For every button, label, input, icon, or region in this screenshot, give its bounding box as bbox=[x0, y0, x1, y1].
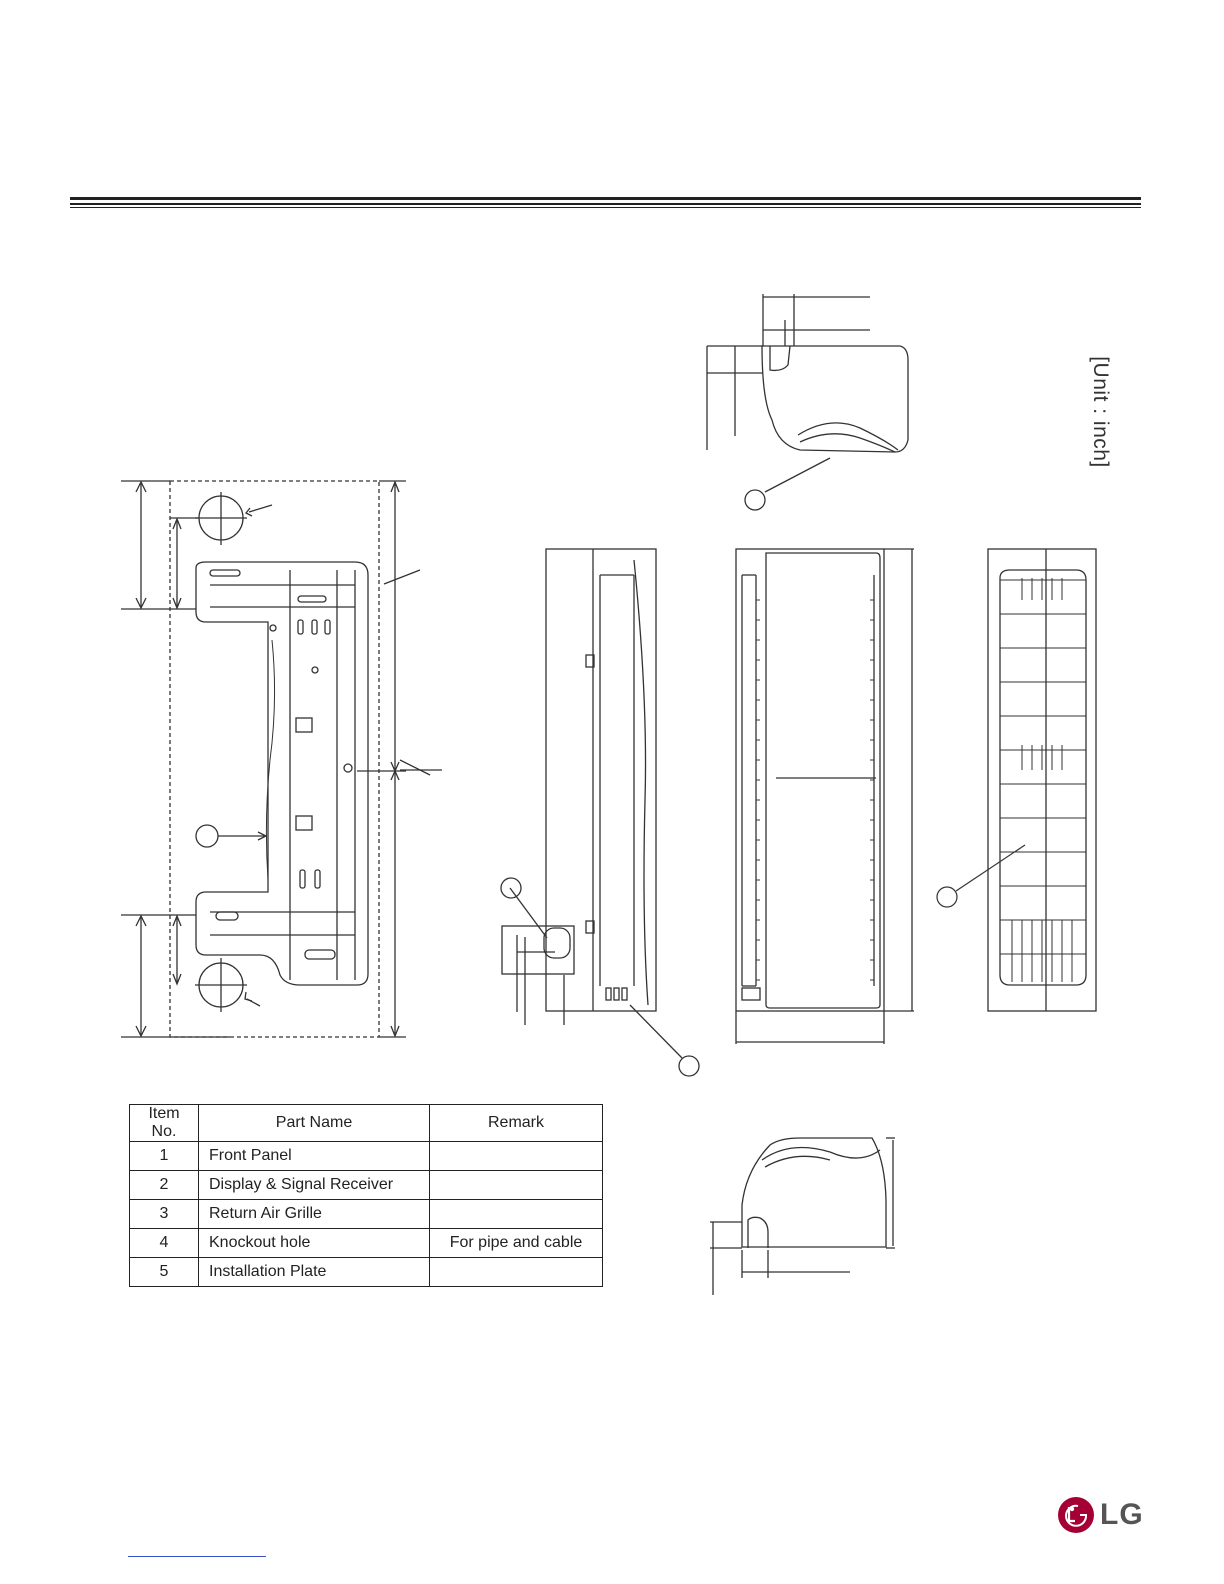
remark bbox=[430, 1200, 603, 1229]
top-view bbox=[707, 294, 908, 510]
bottom-view bbox=[710, 1138, 895, 1295]
item-no: 3 bbox=[130, 1200, 199, 1229]
remark: For pipe and cable bbox=[430, 1229, 603, 1258]
table-row bbox=[130, 1171, 603, 1200]
parts-table bbox=[129, 1104, 603, 1287]
item-no: 4 bbox=[130, 1229, 199, 1258]
part-name: Installation Plate bbox=[199, 1258, 430, 1287]
remark bbox=[430, 1142, 603, 1171]
front-panel-edge-marks bbox=[756, 600, 874, 980]
part-name: Return Air Grille bbox=[199, 1200, 430, 1229]
table-row bbox=[130, 1229, 603, 1258]
header-item-no: Item No. bbox=[130, 1105, 199, 1142]
part-name: Knockout hole bbox=[199, 1229, 430, 1258]
footer-link-underline[interactable] bbox=[128, 1556, 266, 1557]
part-name: Front Panel bbox=[199, 1142, 430, 1171]
lg-face-icon bbox=[1058, 1497, 1094, 1533]
return-air-grille bbox=[1000, 578, 1086, 982]
header-remark: Remark bbox=[430, 1105, 603, 1142]
unit-label: [Unit : inch] bbox=[1089, 356, 1112, 468]
item-no: 2 bbox=[130, 1171, 199, 1200]
table-row bbox=[130, 1258, 603, 1287]
header-part-name: Part Name bbox=[199, 1105, 430, 1142]
item-no: 1 bbox=[130, 1142, 199, 1171]
table-header-row bbox=[130, 1105, 603, 1142]
part-name: Display & Signal Receiver bbox=[199, 1171, 430, 1200]
table-row bbox=[130, 1142, 603, 1171]
logo-text: LG bbox=[1100, 1498, 1144, 1531]
remark bbox=[430, 1171, 603, 1200]
remark bbox=[430, 1258, 603, 1287]
item-no: 5 bbox=[130, 1258, 199, 1287]
installation-plate-view bbox=[121, 481, 442, 1037]
lg-logo bbox=[1058, 1497, 1144, 1533]
front-view bbox=[736, 549, 914, 1044]
side-view bbox=[501, 549, 699, 1076]
table-row bbox=[130, 1200, 603, 1229]
